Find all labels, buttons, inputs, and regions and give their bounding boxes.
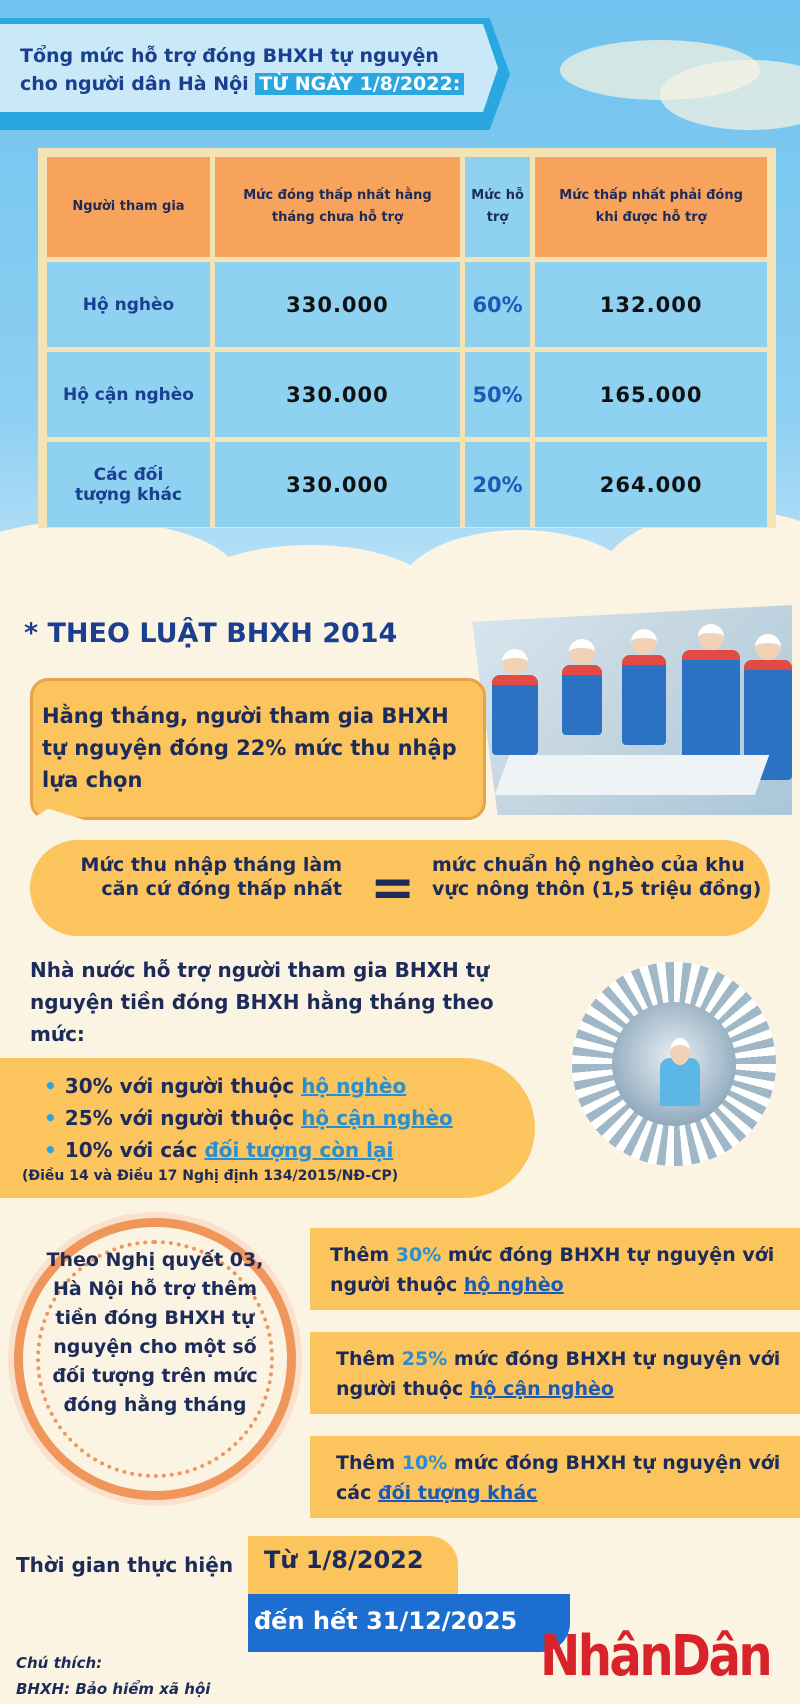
table-cell: Hộ nghèo xyxy=(47,262,210,347)
resolution-item-group: hộ nghèo xyxy=(463,1274,564,1296)
table-header-row xyxy=(47,157,767,257)
resolution-item-group: đối tượng khác xyxy=(377,1482,538,1504)
resolution-circle-text: Theo Nghị quyết 03, Hà Nội hỗ trợ thêm tiền đóng BHXH tự nguyện cho một số đối tượng trên mức đóng hằng tháng xyxy=(46,1249,264,1416)
support-table xyxy=(38,148,776,528)
resolution-item-pct: 25% xyxy=(401,1348,448,1370)
equals-sign: = xyxy=(370,856,416,919)
resolution-item-mid: mức đóng BHXH tự nguyện với người thuộc xyxy=(336,1348,781,1400)
title-line2: cho người dân Hà Nội xyxy=(20,73,249,95)
nhandan-logo: NhânDân xyxy=(540,1624,771,1689)
support-table-grid xyxy=(42,152,772,532)
footnote xyxy=(16,1650,210,1702)
rate-group: hộ nghèo xyxy=(301,1074,407,1098)
footnote-text: BHXH: Bảo hiểm xã hội xyxy=(16,1680,211,1698)
table-cell: 330.000 xyxy=(215,262,460,347)
title-line1: Tổng mức hỗ trợ đóng BHXH tự nguyện xyxy=(20,45,439,67)
income-equation-left: Mức thu nhập tháng làm căn cứ đóng thấp nhất xyxy=(80,854,342,900)
resolution-item xyxy=(336,1448,786,1508)
table-header: Mức đóng thấp nhất hằng tháng chưa hỗ trợ xyxy=(215,157,460,257)
resolution-item xyxy=(336,1344,786,1404)
table-header: Người tham gia xyxy=(47,157,210,257)
footnote-title: Chú thích: xyxy=(16,1654,103,1672)
table-cell: 132.000 xyxy=(535,262,767,347)
rate-mid: với các xyxy=(112,1138,205,1162)
table-cell: 330.000 xyxy=(215,442,460,527)
bullet-icon: • xyxy=(44,1138,57,1162)
bullet-icon: • xyxy=(44,1106,57,1130)
resolution-item-pct: 10% xyxy=(401,1452,448,1474)
worker-figure xyxy=(492,675,538,755)
factory-workers-photo xyxy=(472,605,792,815)
monthly-contribution-text: Hằng tháng, người tham gia BHXH tự nguyện đóng 22% mức thu nhập lựa chọn xyxy=(42,704,457,792)
title-accent: TỪ NGÀY 1/8/2022: xyxy=(255,73,464,95)
table-cell: 264.000 xyxy=(535,442,767,527)
list-item xyxy=(44,1102,453,1134)
table-header: Mức thấp nhất phải đóng khi được hỗ trợ xyxy=(535,157,767,257)
state-rates-list xyxy=(44,1070,453,1166)
income-equation-right: mức chuẩn hộ nghèo của khu vực nông thôn (1,5 triệu đồng) xyxy=(432,854,762,900)
bullet-icon: • xyxy=(44,1074,57,1098)
rate-pct: 30% xyxy=(64,1074,113,1098)
table-row xyxy=(47,262,767,347)
resolution-item xyxy=(330,1240,780,1300)
time-label: Thời gian thực hiện xyxy=(16,1553,234,1577)
law-title: * THEO LUẬT BHXH 2014 xyxy=(24,618,398,649)
time-to: đến hết 31/12/2025 xyxy=(248,1594,570,1652)
decree-reference: (Điều 14 và Điều 17 Nghị định 134/2015/NĐ-CP) xyxy=(22,1168,399,1184)
rate-mid: với người thuộc xyxy=(112,1074,302,1098)
table-cell: Các đối tượng khác xyxy=(47,442,210,527)
resolution-item-pre: Thêm xyxy=(336,1452,402,1474)
resolution-item-mid: mức đóng BHXH tự nguyện với các xyxy=(336,1452,781,1504)
rate-pct: 10% xyxy=(64,1138,113,1162)
resolution-item-pre: Thêm xyxy=(336,1348,402,1370)
table-header: Mức hỗ trợ xyxy=(465,157,530,257)
workbench-shape xyxy=(495,755,770,795)
resolution-item-pct: 30% xyxy=(395,1244,442,1266)
resolution-item-group: hộ cận nghèo xyxy=(469,1378,614,1400)
table-cell: 50% xyxy=(465,352,530,437)
table-cell: Hộ cận nghèo xyxy=(47,352,210,437)
worker-figure xyxy=(660,1058,700,1106)
resolution-item-pre: Thêm xyxy=(330,1244,396,1266)
resolution-item-mid: mức đóng BHXH tự nguyện với người thuộc xyxy=(330,1244,775,1296)
table-row xyxy=(47,352,767,437)
list-item xyxy=(44,1134,453,1166)
table-cell: 20% xyxy=(465,442,530,527)
time-from: Từ 1/8/2022 xyxy=(248,1536,458,1594)
rate-pct: 25% xyxy=(64,1106,113,1130)
table-cell: 165.000 xyxy=(535,352,767,437)
worker-figure xyxy=(622,655,666,745)
page-title xyxy=(20,42,490,98)
rate-group: hộ cận nghèo xyxy=(301,1106,453,1130)
list-item xyxy=(44,1070,453,1102)
rate-mid: với người thuộc xyxy=(112,1106,302,1130)
rate-group: đối tượng còn lại xyxy=(204,1138,394,1162)
table-row xyxy=(47,442,767,527)
state-support-text: Nhà nước hỗ trợ người tham gia BHXH tự nguyện tiền đóng BHXH hằng tháng theo mức: xyxy=(30,958,494,1046)
table-cell: 60% xyxy=(465,262,530,347)
worker-figure xyxy=(562,665,602,735)
table-cell: 330.000 xyxy=(215,352,460,437)
